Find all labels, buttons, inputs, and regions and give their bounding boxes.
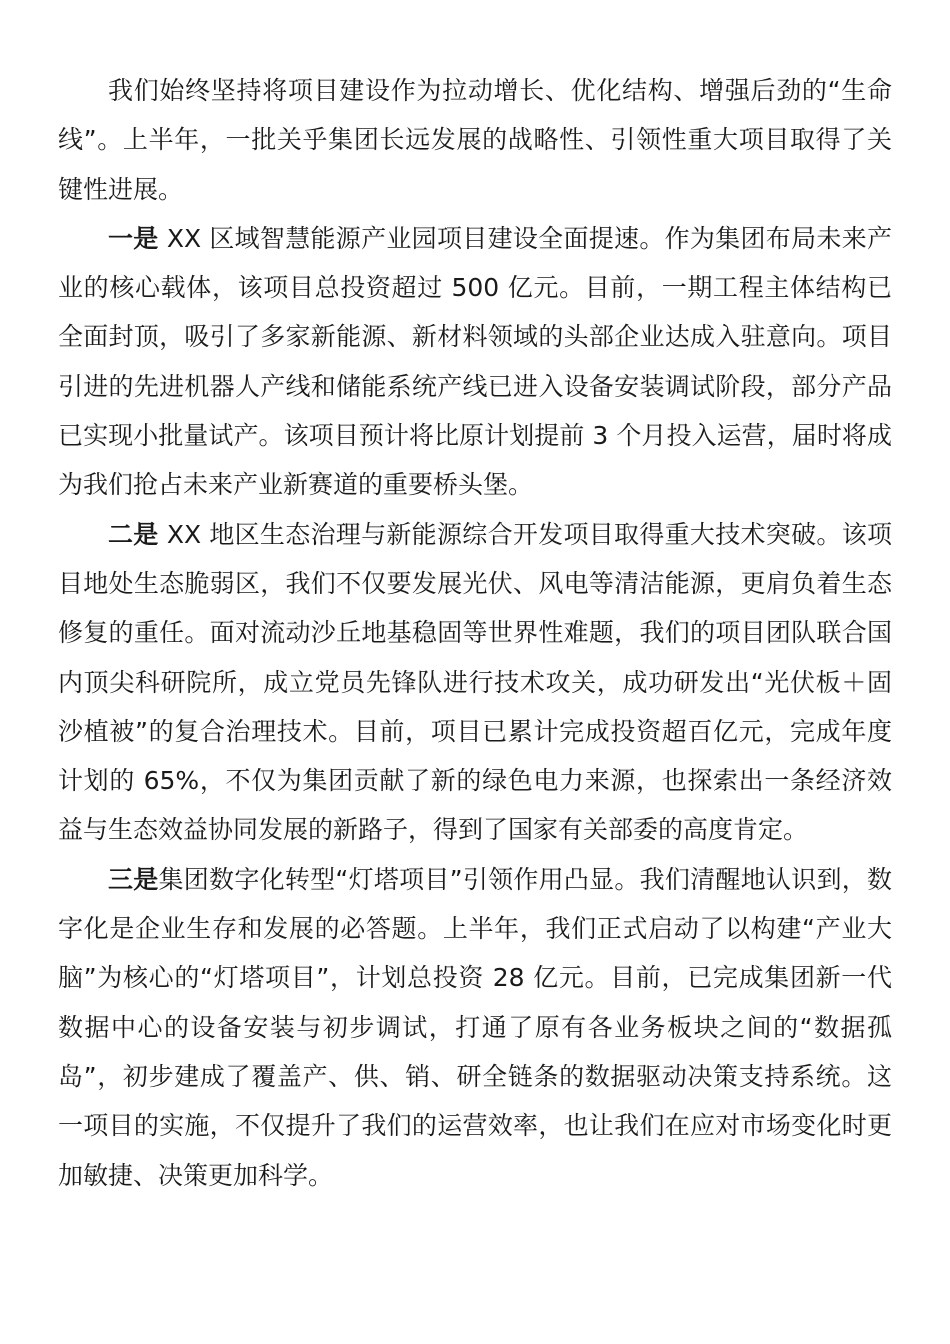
paragraph-text: XX 地区生态治理与新能源综合开发项目取得重大技术突破。该项目地处生态脆弱区，我们不仅要发展光伏、风电等清洁能源，更肩负着生态修复的重任。面对流动沙丘地基稳固等世界性难题，我们的项目团队联合国内顶尖科研院所，成立党员先锋队进行技术攻关，成功研发出“光伏板＋固沙植被”的复合治理技术。目前，项目已累计完成投资超百亿元，完成年度计划的 65%，不仅为集团贡献了新的绿色电力来源，也探索出一条经济效益与生态效益协同发展的新路子，得到了国家有关部委的高度肯定。 — [58, 519, 892, 845]
paragraph-item-3 — [58, 855, 892, 1200]
paragraph-text: 我们始终坚持将项目建设作为拉动增长、优化结构、增强后劲的“生命线”。上半年，一批关乎集团长远发展的战略性、引领性重大项目取得了关键性进展。 — [58, 76, 892, 204]
paragraph-item-2 — [58, 510, 892, 855]
paragraph-lead: 三是 — [108, 864, 159, 894]
paragraph-item-1 — [58, 214, 892, 510]
paragraph-text: XX 区域智慧能源产业园项目建设全面提速。作为集团布局未来产业的核心载体，该项目总投资超过 500 亿元。目前，一期工程主体结构已全面封顶，吸引了多家新能源、新材料领域的头部企业达成入驻意向。项目引进的先进机器人产线和储能系统产线已进入设备安装调试阶段，部分产品已实现小批量试产。该项目预计将比原计划提前 3 个月投入运营，届时将成为我们抢占未来产业新赛道的重要桥头堡。 — [58, 223, 892, 500]
paragraph-intro — [58, 66, 892, 214]
paragraph-text: 集团数字化转型“灯塔项目”引领作用凸显。我们清醒地认识到，数字化是企业生存和发展的必答题。上半年，我们正式启动了以构建“产业大脑”为核心的“灯塔项目”，计划总投资 28 亿元。目前，已完成集团新一代数据中心的设备安装与初步调试，打通了原有各业务板块之间的“数据孤岛”，初步建成了覆盖产、供、销、研全链条的数据驱动决策支持系统。这一项目的实施，不仅提升了我们的运营效率，也让我们在应对市场变化时更加敏捷、决策更加科学。 — [58, 864, 892, 1190]
document-body — [58, 66, 892, 1200]
paragraph-lead: 一是 — [108, 223, 159, 253]
paragraph-lead: 二是 — [108, 519, 159, 549]
